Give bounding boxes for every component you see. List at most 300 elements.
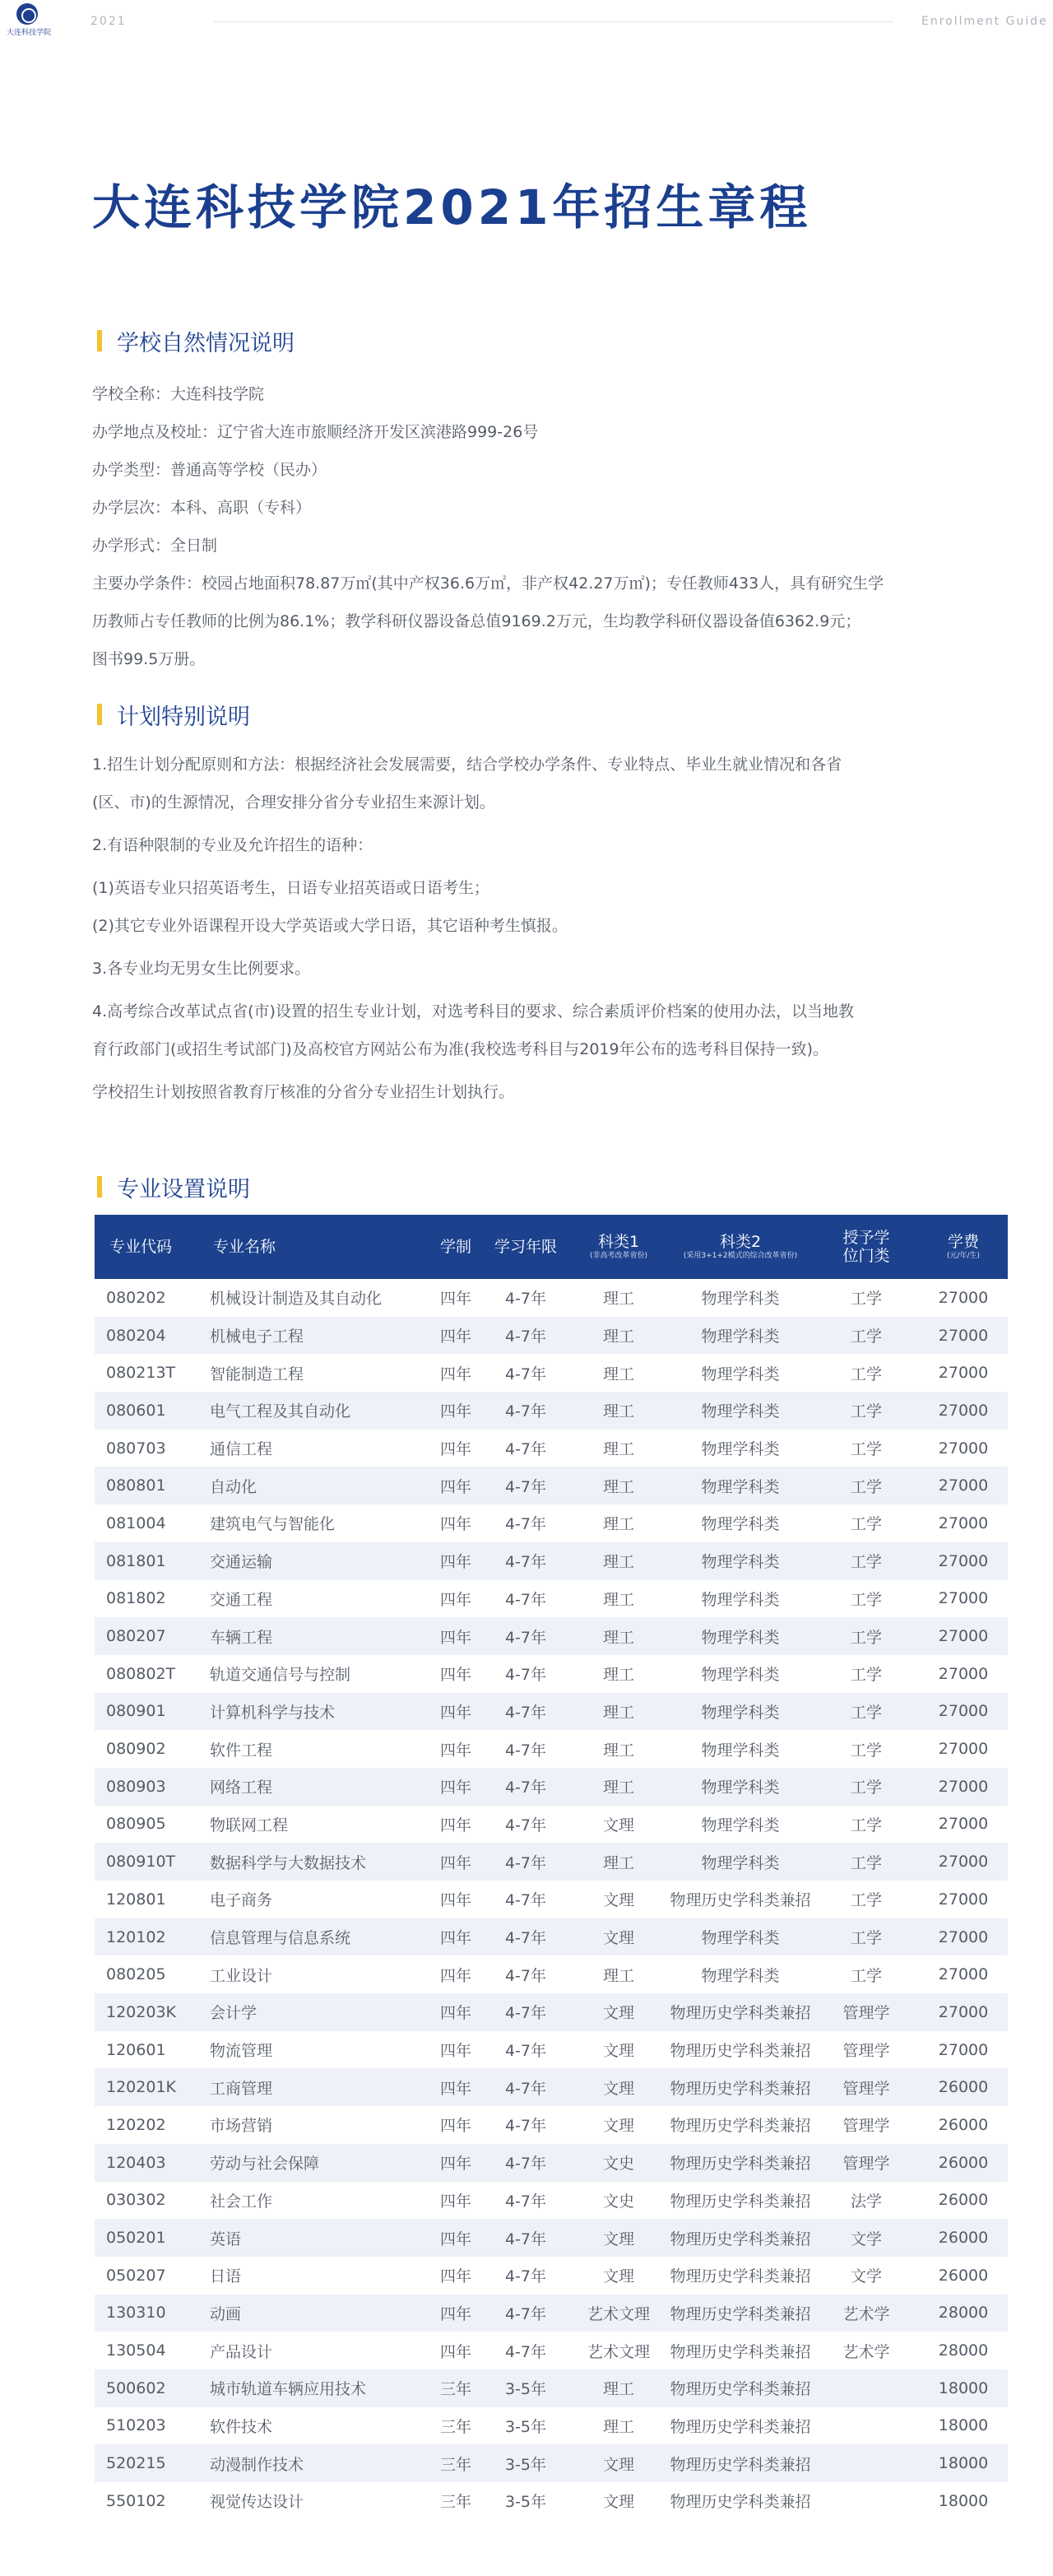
table-row <box>95 2106 1008 2144</box>
cell-subject2: 物理学科类 <box>667 1806 814 1844</box>
cell-fee: 27000 <box>919 1730 1008 1768</box>
cell-name: 社会工作 <box>198 2182 430 2220</box>
cell-duration: 四年 <box>430 1693 481 1731</box>
col-header-name: 专业名称 <box>198 1215 430 1279</box>
cell-subject2: 物理学科类 <box>667 1843 814 1881</box>
cell-duration: 四年 <box>430 1279 481 1317</box>
cell-fee: 26000 <box>919 2257 1008 2295</box>
cell-fee: 27000 <box>919 1918 1008 1956</box>
cell-degree: 艺术学 <box>814 2332 919 2369</box>
cell-subject1: 理工 <box>570 1730 667 1768</box>
cell-code: 081802 <box>95 1580 198 1618</box>
table-row <box>95 1430 1008 1467</box>
text-line: (2)其它专业外语课程开设大学英语或大学日语，其它语种考生慎报。 <box>92 917 568 935</box>
cell-code: 080902 <box>95 1730 198 1768</box>
cell-degree: 工学 <box>814 1918 919 1956</box>
cell-degree: 法学 <box>814 2182 919 2220</box>
header-divider <box>214 21 893 22</box>
cell-subject2: 物理历史学科类兼招 <box>667 2369 814 2407</box>
cell-duration: 三年 <box>430 2407 481 2445</box>
cell-name: 建筑电气与智能化 <box>198 1504 430 1542</box>
table-row <box>95 2407 1008 2445</box>
cell-degree <box>814 2482 919 2520</box>
heading-label: 计划特别说明 <box>117 704 250 730</box>
text-line: 办学形式：全日制 <box>92 537 218 555</box>
cell-duration: 四年 <box>430 1843 481 1881</box>
cell-name: 工商管理 <box>198 2068 430 2106</box>
school-seal-icon <box>16 3 38 25</box>
cell-degree: 工学 <box>814 1955 919 1993</box>
cell-duration: 四年 <box>430 1354 481 1392</box>
text-line: 图书99.5万册。 <box>92 650 206 668</box>
cell-name: 车辆工程 <box>198 1617 430 1655</box>
cell-subject1: 理工 <box>570 1617 667 1655</box>
cell-years: 3-5年 <box>481 2482 570 2520</box>
table-row <box>95 1881 1008 1918</box>
cell-years: 4-7年 <box>481 2332 570 2369</box>
cell-fee: 27000 <box>919 1843 1008 1881</box>
cell-years: 3-5年 <box>481 2369 570 2407</box>
table-row <box>95 2482 1008 2520</box>
cell-name: 交通运输 <box>198 1542 430 1580</box>
cell-fee: 26000 <box>919 2144 1008 2182</box>
cell-subject2: 物理学科类 <box>667 1392 814 1430</box>
cell-degree: 工学 <box>814 1504 919 1542</box>
cell-duration: 三年 <box>430 2444 481 2482</box>
cell-degree: 工学 <box>814 1430 919 1467</box>
cell-name: 动漫制作技术 <box>198 2444 430 2482</box>
cell-duration: 四年 <box>430 1430 481 1467</box>
cell-duration: 四年 <box>430 2219 481 2257</box>
cell-name: 网络工程 <box>198 1768 430 1806</box>
cell-subject1: 艺术文理 <box>570 2332 667 2369</box>
cell-fee: 26000 <box>919 2219 1008 2257</box>
cell-name: 城市轨道车辆应用技术 <box>198 2369 430 2407</box>
cell-subject2: 物理学科类 <box>667 1580 814 1618</box>
section-heading-school-info <box>97 326 295 356</box>
cell-name: 物流管理 <box>198 2031 430 2069</box>
col-header-subject1 <box>570 1215 667 1279</box>
col-header-degree: 授予学位门类 <box>814 1215 919 1279</box>
logo-text: 大连科技学院 <box>7 29 52 37</box>
cell-name: 数据科学与大数据技术 <box>198 1843 430 1881</box>
cell-years: 4-7年 <box>481 1655 570 1693</box>
cell-duration: 四年 <box>430 2031 481 2069</box>
cell-name: 电气工程及其自动化 <box>198 1392 430 1430</box>
school-logo <box>7 3 52 41</box>
cell-degree: 工学 <box>814 1279 919 1317</box>
cell-degree <box>814 2407 919 2445</box>
cell-degree: 管理学 <box>814 2106 919 2144</box>
section-heading-plan <box>97 700 250 729</box>
majors-table-body <box>95 1279 1008 2520</box>
cell-years: 4-7年 <box>481 1279 570 1317</box>
text-line: 办学类型：普通高等学校（民办） <box>92 461 327 479</box>
cell-years: 4-7年 <box>481 1392 570 1430</box>
cell-subject2: 物理学科类 <box>667 1693 814 1731</box>
cell-fee: 27000 <box>919 1542 1008 1580</box>
cell-name: 英语 <box>198 2219 430 2257</box>
top-bar <box>0 0 1053 46</box>
cell-code: 080601 <box>95 1392 198 1430</box>
cell-subject2: 物理历史学科类兼招 <box>667 2482 814 2520</box>
cell-subject1: 理工 <box>570 1392 667 1430</box>
text-line: 育行政部门(或招生考试部门)及高校官方网站公布为准(我校选考科目与2019年公布的选考科目保持一致)。 <box>92 1040 829 1058</box>
cell-fee: 27000 <box>919 1955 1008 1993</box>
cell-name: 自动化 <box>198 1467 430 1504</box>
cell-years: 4-7年 <box>481 2295 570 2332</box>
cell-years: 4-7年 <box>481 1768 570 1806</box>
cell-code: 550102 <box>95 2482 198 2520</box>
cell-duration: 四年 <box>430 1617 481 1655</box>
cell-fee: 18000 <box>919 2482 1008 2520</box>
text-line: 学校全称：大连科技学院 <box>92 385 265 403</box>
cell-duration: 四年 <box>430 1655 481 1693</box>
cell-years: 4-7年 <box>481 1881 570 1918</box>
cell-subject2: 物理学科类 <box>667 1730 814 1768</box>
cell-duration: 四年 <box>430 1806 481 1844</box>
cell-subject2: 物理历史学科类兼招 <box>667 2444 814 2482</box>
cell-subject2: 物理历史学科类兼招 <box>667 2144 814 2182</box>
cell-duration: 四年 <box>430 1918 481 1956</box>
text-line: 3.各专业均无男女生比例要求。 <box>92 960 311 978</box>
cell-subject1: 理工 <box>570 1843 667 1881</box>
heading-label: 专业设置说明 <box>117 1176 250 1202</box>
cell-degree: 工学 <box>814 1806 919 1844</box>
table-row <box>95 1580 1008 1618</box>
cell-name: 通信工程 <box>198 1430 430 1467</box>
cell-degree: 工学 <box>814 1693 919 1731</box>
cell-code: 120601 <box>95 2031 198 2069</box>
cell-fee: 27000 <box>919 1768 1008 1806</box>
cell-code: 081801 <box>95 1542 198 1580</box>
col-header-fee-label: 学费 <box>947 1233 979 1251</box>
cell-code: 120202 <box>95 2106 198 2144</box>
cell-fee: 27000 <box>919 1504 1008 1542</box>
cell-degree: 工学 <box>814 1354 919 1392</box>
cell-fee: 27000 <box>919 1881 1008 1918</box>
text-line: 办学层次：本科、高职（专科） <box>92 499 312 517</box>
cell-subject1: 理工 <box>570 2407 667 2445</box>
cell-subject1: 理工 <box>570 1955 667 1993</box>
school-info-text <box>92 375 989 678</box>
cell-fee: 26000 <box>919 2106 1008 2144</box>
cell-degree: 工学 <box>814 1317 919 1355</box>
cell-name: 软件技术 <box>198 2407 430 2445</box>
table-row <box>95 2144 1008 2182</box>
cell-duration: 四年 <box>430 1580 481 1618</box>
cell-fee: 27000 <box>919 1354 1008 1392</box>
cell-code: 500602 <box>95 2369 198 2407</box>
cell-name: 智能制造工程 <box>198 1354 430 1392</box>
majors-table-container <box>95 1215 1008 2520</box>
heading-accent-bar <box>97 704 102 725</box>
cell-subject2: 物理学科类 <box>667 1504 814 1542</box>
table-row <box>95 1843 1008 1881</box>
cell-subject1: 文理 <box>570 1918 667 1956</box>
cell-subject2: 物理学科类 <box>667 1467 814 1504</box>
cell-duration: 四年 <box>430 1317 481 1355</box>
cell-degree: 管理学 <box>814 2144 919 2182</box>
plan-text <box>92 746 1014 1111</box>
cell-code: 080205 <box>95 1955 198 1993</box>
cell-name: 动画 <box>198 2295 430 2332</box>
cell-code: 080901 <box>95 1693 198 1731</box>
cell-code: 120102 <box>95 1918 198 1956</box>
table-row <box>95 1504 1008 1542</box>
cell-code: 080213T <box>95 1354 198 1392</box>
cell-subject2: 物理学科类 <box>667 1918 814 1956</box>
table-row <box>95 2257 1008 2295</box>
cell-degree: 工学 <box>814 1843 919 1881</box>
cell-subject1: 理工 <box>570 1655 667 1693</box>
cell-fee: 27000 <box>919 1430 1008 1467</box>
cell-code: 130504 <box>95 2332 198 2369</box>
cell-duration: 四年 <box>430 1542 481 1580</box>
cell-code: 080207 <box>95 1617 198 1655</box>
col-header-years: 学习年限 <box>481 1215 570 1279</box>
cell-fee: 27000 <box>919 1806 1008 1844</box>
heading-label: 学校自然情况说明 <box>117 330 295 356</box>
cell-degree <box>814 2444 919 2482</box>
cell-degree: 工学 <box>814 1467 919 1504</box>
cell-years: 4-7年 <box>481 1918 570 1956</box>
cell-name: 信息管理与信息系统 <box>198 1918 430 1956</box>
cell-name: 电子商务 <box>198 1881 430 1918</box>
cell-subject1: 理工 <box>570 1279 667 1317</box>
cell-subject2: 物理历史学科类兼招 <box>667 1993 814 2031</box>
col-header-subject2-note: (采用3+1+2模式的综合改革省份) <box>683 1252 798 1260</box>
cell-subject2: 物理历史学科类兼招 <box>667 2332 814 2369</box>
cell-code: 080802T <box>95 1655 198 1693</box>
cell-degree <box>814 2369 919 2407</box>
table-row <box>95 1693 1008 1731</box>
col-header-fee <box>919 1215 1008 1279</box>
cell-degree: 工学 <box>814 1730 919 1768</box>
cell-subject1: 文理 <box>570 2106 667 2144</box>
cell-fee: 27000 <box>919 1317 1008 1355</box>
cell-degree: 工学 <box>814 1392 919 1430</box>
col-header-subject2 <box>667 1215 814 1279</box>
cell-subject1: 文理 <box>570 1806 667 1844</box>
cell-years: 4-7年 <box>481 2106 570 2144</box>
cell-subject2: 物理学科类 <box>667 1354 814 1392</box>
cell-name: 劳动与社会保障 <box>198 2144 430 2182</box>
cell-years: 4-7年 <box>481 1580 570 1618</box>
cell-subject1: 理工 <box>570 1768 667 1806</box>
cell-years: 4-7年 <box>481 1504 570 1542</box>
cell-subject2: 物理历史学科类兼招 <box>667 2106 814 2144</box>
cell-fee: 27000 <box>919 1279 1008 1317</box>
table-row <box>95 2068 1008 2106</box>
table-row <box>95 2031 1008 2069</box>
page-title: 大连科技学院2021年招生章程 <box>92 179 812 235</box>
cell-fee: 27000 <box>919 2031 1008 2069</box>
cell-duration: 四年 <box>430 1881 481 1918</box>
cell-subject2: 物理历史学科类兼招 <box>667 2068 814 2106</box>
cell-code: 080204 <box>95 1317 198 1355</box>
cell-subject1: 文理 <box>570 1881 667 1918</box>
table-row <box>95 2295 1008 2332</box>
cell-subject2: 物理学科类 <box>667 1542 814 1580</box>
cell-subject1: 理工 <box>570 1467 667 1504</box>
table-row <box>95 1354 1008 1392</box>
cell-degree: 工学 <box>814 1881 919 1918</box>
cell-fee: 27000 <box>919 1693 1008 1731</box>
cell-fee: 27000 <box>919 1392 1008 1430</box>
cell-duration: 四年 <box>430 1993 481 2031</box>
cell-fee: 26000 <box>919 2182 1008 2220</box>
cell-duration: 四年 <box>430 2257 481 2295</box>
cell-degree: 艺术学 <box>814 2295 919 2332</box>
cell-subject1: 文理 <box>570 2257 667 2295</box>
cell-duration: 四年 <box>430 1504 481 1542</box>
cell-name: 视觉传达设计 <box>198 2482 430 2520</box>
cell-subject2: 物理历史学科类兼招 <box>667 2407 814 2445</box>
cell-degree: 文学 <box>814 2257 919 2295</box>
table-row <box>95 1467 1008 1504</box>
cell-fee: 27000 <box>919 1467 1008 1504</box>
cell-years: 4-7年 <box>481 1806 570 1844</box>
cell-years: 4-7年 <box>481 1843 570 1881</box>
cell-code: 081004 <box>95 1504 198 1542</box>
heading-accent-bar <box>97 330 102 351</box>
cell-name: 计算机科学与技术 <box>198 1693 430 1731</box>
cell-code: 130310 <box>95 2295 198 2332</box>
cell-name: 市场营销 <box>198 2106 430 2144</box>
cell-fee: 27000 <box>919 1655 1008 1693</box>
text-line: 主要办学条件：校园占地面积78.87万㎡(其中产权36.6万㎡，非产权42.27万㎡)；专任教师433人，具有研究生学 <box>92 574 884 593</box>
cell-code: 050201 <box>95 2219 198 2257</box>
cell-subject1: 文理 <box>570 2031 667 2069</box>
cell-years: 4-7年 <box>481 2068 570 2106</box>
table-row <box>95 1279 1008 1317</box>
cell-years: 3-5年 <box>481 2444 570 2482</box>
table-row <box>95 1918 1008 1956</box>
cell-subject2: 物理历史学科类兼招 <box>667 2219 814 2257</box>
cell-subject2: 物理历史学科类兼招 <box>667 2295 814 2332</box>
cell-years: 4-7年 <box>481 2219 570 2257</box>
cell-code: 080903 <box>95 1768 198 1806</box>
cell-code: 510203 <box>95 2407 198 2445</box>
cell-fee: 18000 <box>919 2369 1008 2407</box>
cell-years: 4-7年 <box>481 1354 570 1392</box>
cell-subject1: 文理 <box>570 2219 667 2257</box>
cell-subject1: 文史 <box>570 2144 667 2182</box>
table-row <box>95 1955 1008 1993</box>
table-row <box>95 2444 1008 2482</box>
cell-degree: 工学 <box>814 1542 919 1580</box>
cell-subject2: 物理历史学科类兼招 <box>667 2031 814 2069</box>
table-row <box>95 2332 1008 2369</box>
text-line: 历教师占专任教师的比例为86.1%；教学科研仪器设备总值9169.2万元，生均教学科研仪器设备值6362.9元； <box>92 612 861 630</box>
cell-duration: 四年 <box>430 2332 481 2369</box>
cell-years: 4-7年 <box>481 1730 570 1768</box>
table-row <box>95 1730 1008 1768</box>
table-row <box>95 1768 1008 1806</box>
cell-duration: 四年 <box>430 2144 481 2182</box>
cell-years: 4-7年 <box>481 1693 570 1731</box>
cell-subject2: 物理学科类 <box>667 1617 814 1655</box>
cell-code: 080905 <box>95 1806 198 1844</box>
cell-subject2: 物理学科类 <box>667 1955 814 1993</box>
cell-subject1: 理工 <box>570 1542 667 1580</box>
cell-subject1: 理工 <box>570 1580 667 1618</box>
cell-years: 4-7年 <box>481 1317 570 1355</box>
cell-name: 物联网工程 <box>198 1806 430 1844</box>
cell-subject2: 物理学科类 <box>667 1768 814 1806</box>
cell-degree: 管理学 <box>814 1993 919 2031</box>
header-year: 2021 <box>90 15 127 28</box>
cell-subject2: 物理历史学科类兼招 <box>667 1881 814 1918</box>
cell-name: 产品设计 <box>198 2332 430 2369</box>
cell-name: 软件工程 <box>198 1730 430 1768</box>
col-header-duration: 学制 <box>430 1215 481 1279</box>
cell-years: 4-7年 <box>481 2257 570 2295</box>
cell-name: 轨道交通信号与控制 <box>198 1655 430 1693</box>
cell-subject1: 理工 <box>570 1504 667 1542</box>
cell-fee: 18000 <box>919 2407 1008 2445</box>
cell-degree: 文学 <box>814 2219 919 2257</box>
table-row <box>95 1993 1008 2031</box>
cell-degree: 工学 <box>814 1617 919 1655</box>
cell-subject2: 物理学科类 <box>667 1317 814 1355</box>
text-line: 1.招生计划分配原则和方法：根据经济社会发展需要，结合学校办学条件、专业特点、毕业生就业情况和各省 <box>92 756 842 774</box>
col-header-subject1-note: (非高考改革省份) <box>589 1252 648 1260</box>
cell-subject2: 物理学科类 <box>667 1279 814 1317</box>
table-row <box>95 1317 1008 1355</box>
cell-years: 4-7年 <box>481 1467 570 1504</box>
cell-fee: 27000 <box>919 1617 1008 1655</box>
cell-name: 交通工程 <box>198 1580 430 1618</box>
cell-years: 4-7年 <box>481 1430 570 1467</box>
cell-duration: 四年 <box>430 1768 481 1806</box>
table-row <box>95 1617 1008 1655</box>
table-row <box>95 1542 1008 1580</box>
cell-years: 4-7年 <box>481 1955 570 1993</box>
cell-fee: 18000 <box>919 2444 1008 2482</box>
table-row <box>95 1655 1008 1693</box>
cell-subject1: 理工 <box>570 1317 667 1355</box>
cell-years: 4-7年 <box>481 1617 570 1655</box>
cell-code: 120201K <box>95 2068 198 2106</box>
cell-subject1: 文理 <box>570 2482 667 2520</box>
cell-years: 4-7年 <box>481 2182 570 2220</box>
cell-years: 4-7年 <box>481 2144 570 2182</box>
cell-subject1: 文理 <box>570 2444 667 2482</box>
cell-degree: 管理学 <box>814 2031 919 2069</box>
cell-code: 080703 <box>95 1430 198 1467</box>
text-line: 学校招生计划按照省教育厅核准的分省分专业招生计划执行。 <box>92 1083 515 1101</box>
cell-subject1: 文理 <box>570 2068 667 2106</box>
cell-code: 120801 <box>95 1881 198 1918</box>
cell-degree: 工学 <box>814 1768 919 1806</box>
cell-subject2: 物理学科类 <box>667 1655 814 1693</box>
cell-name: 日语 <box>198 2257 430 2295</box>
text-line: (区、市)的生源情况，合理安排分省分专业招生来源计划。 <box>92 793 495 811</box>
text-line: 2.有语种限制的专业及允许招生的语种： <box>92 836 373 854</box>
cell-name: 机械电子工程 <box>198 1317 430 1355</box>
cell-code: 050207 <box>95 2257 198 2295</box>
cell-fee: 28000 <box>919 2332 1008 2369</box>
cell-code: 120403 <box>95 2144 198 2182</box>
cell-subject1: 艺术文理 <box>570 2295 667 2332</box>
majors-table <box>95 1215 1008 2520</box>
table-header-row <box>95 1215 1008 1279</box>
text-line: 4.高考综合改革试点省(市)设置的招生专业计划，对选考科目的要求、综合素质评价档案的使用办法，以当地教 <box>92 1002 854 1021</box>
table-row <box>95 1392 1008 1430</box>
table-row <box>95 2219 1008 2257</box>
